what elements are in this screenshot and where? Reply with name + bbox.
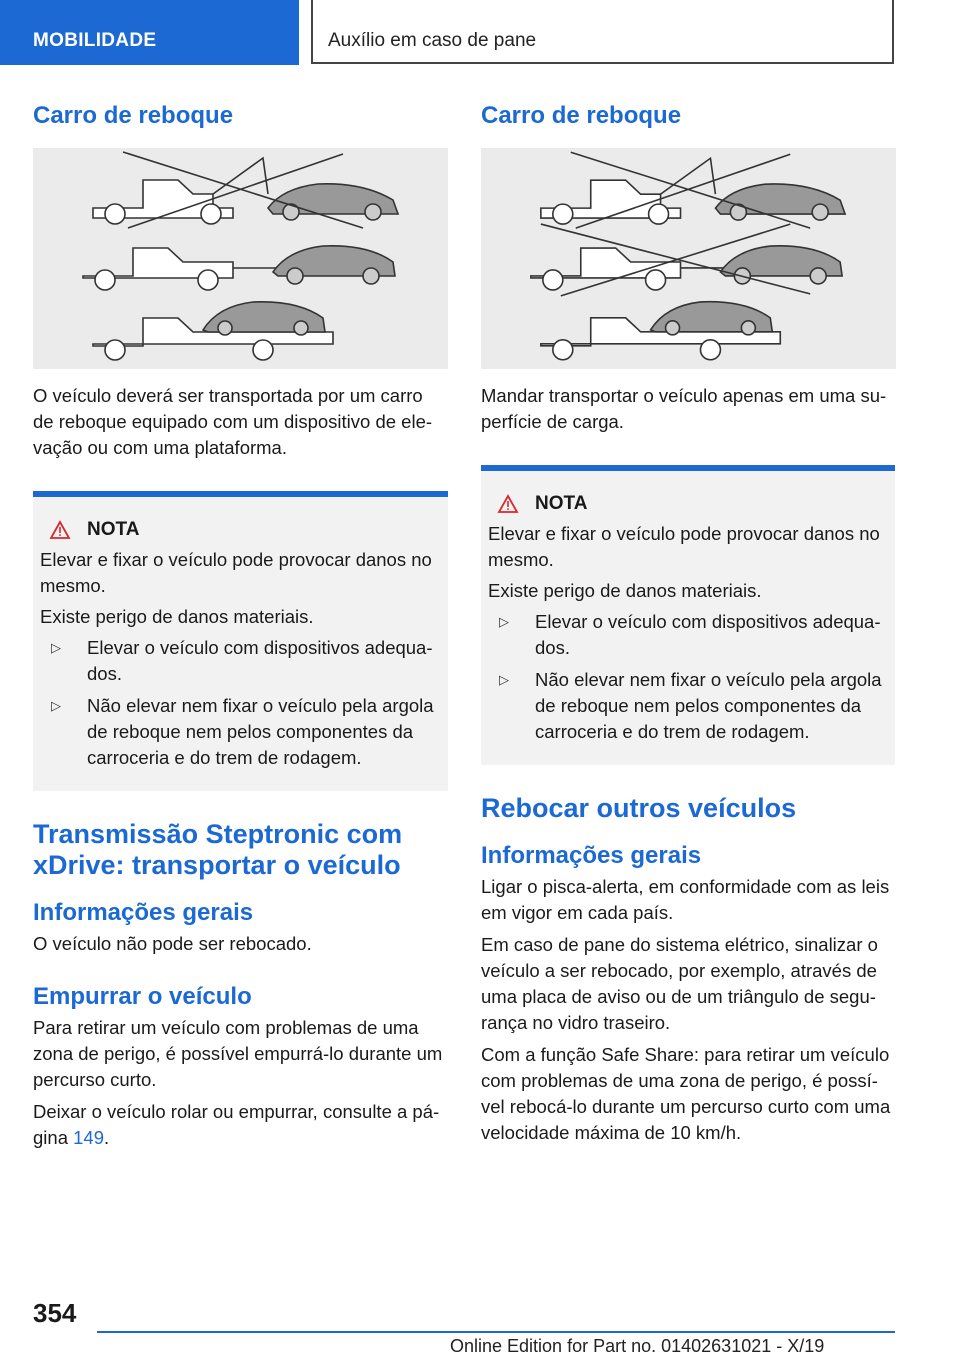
left-note-box bbox=[33, 491, 448, 791]
footer-edition-text: Online Edition for Part no. 01402631021 - X/19 bbox=[450, 1336, 825, 1356]
right-note-title-text: NOTA bbox=[535, 493, 588, 514]
list-item bbox=[40, 635, 441, 687]
right-para-electrical: Em caso de pane do sistema elétrico, sinalizar o veículo a ser rebocado, por exemplo, através de uma placa de aviso ou de um triângulo de segurança no vidro traseiro. bbox=[481, 934, 878, 1033]
right-sub-general-info: Informações gerais bbox=[481, 842, 702, 869]
left-general-info-text: O veículo não pode ser rebocado. bbox=[33, 933, 312, 954]
left-sub-push-vehicle: Empurrar o veículo bbox=[33, 983, 252, 1010]
bullet-triangle-icon: ▷ bbox=[499, 614, 509, 629]
header-section-tab bbox=[0, 0, 299, 65]
right-note-bullet1: Elevar o veículo com dispositivos adequados. bbox=[535, 611, 881, 658]
right-column bbox=[481, 100, 895, 1152]
left-note-title bbox=[49, 519, 441, 541]
list-item bbox=[488, 667, 888, 745]
list-item bbox=[40, 693, 441, 771]
right-note-line1: Elevar e fixar o veículo pode provocar danos no mesmo. bbox=[488, 523, 880, 570]
left-note-line1: Elevar e fixar o veículo pode provocar danos no mesmo. bbox=[40, 549, 432, 596]
right-heading-tow-truck: Carro de reboque bbox=[481, 102, 682, 129]
left-note-line2: Existe perigo de danos materiais. bbox=[40, 606, 314, 627]
right-note-title bbox=[497, 493, 888, 515]
left-push-ref-end: . bbox=[104, 1127, 110, 1148]
header-chapter-label: Auxílio em caso de pane bbox=[328, 30, 537, 51]
right-note-line2: Existe perigo de danos materiais. bbox=[488, 580, 762, 601]
left-note-title-text: NOTA bbox=[87, 519, 140, 540]
left-heading-steptronic: Transmissão Steptronic com xDrive: transportar o veículo bbox=[33, 819, 403, 880]
left-note-bullet1: Elevar o veículo com dispositivos adequados. bbox=[87, 637, 433, 684]
right-note-box bbox=[481, 465, 895, 765]
left-push-text: Para retirar um veículo com problemas de uma zona de perigo, é possível empurrá-lo durante um percurso curto. bbox=[33, 1017, 443, 1090]
right-note-bullet2: Não elevar nem fixar o veículo pela argola de reboque nem pelos componentes da carroceria e do trem de rodagem. bbox=[535, 669, 882, 742]
header-chapter-tab bbox=[311, 0, 894, 64]
header-section-label: MOBILIDADE bbox=[33, 30, 157, 51]
left-intro-text: O veículo deverá ser transportada por um carro de reboque equipado com um dispositivo de elevação ou com uma plataforma. bbox=[33, 385, 433, 458]
footer-divider bbox=[97, 1331, 895, 1333]
bullet-triangle-icon: ▷ bbox=[51, 640, 61, 655]
right-heading-tow-other: Rebocar outros veículos bbox=[481, 793, 797, 823]
left-push-ref-text: Deixar o veículo rolar ou empurrar, consulte a página bbox=[33, 1101, 440, 1148]
right-intro-text: Mandar transportar o veículo apenas em uma superfície de carga. bbox=[481, 385, 887, 432]
page-link-149[interactable]: 149 bbox=[73, 1127, 104, 1148]
left-column bbox=[33, 100, 448, 1157]
tow-truck-illustration-allowed bbox=[33, 148, 448, 369]
right-para-safe-share: Com a função Safe Share: para retirar um veículo com problemas de uma zona de perigo, é possível rebocá-lo durante um percurso curto com uma velocidade máxima de 10 km/h. bbox=[481, 1044, 891, 1143]
left-sub-general-info: Informações gerais bbox=[33, 899, 254, 926]
right-para-hazard: Ligar o pisca-alerta, em conformidade com as leis em vigor em cada país. bbox=[481, 876, 890, 923]
warning-triangle-icon bbox=[49, 520, 71, 540]
bullet-triangle-icon: ▷ bbox=[51, 698, 61, 713]
bullet-triangle-icon: ▷ bbox=[499, 672, 509, 687]
list-item bbox=[488, 609, 888, 661]
left-note-bullet2: Não elevar nem fixar o veículo pela argola de reboque nem pelos componentes da carroceria e do trem de rodagem. bbox=[87, 695, 434, 768]
tow-truck-illustration-flatbed bbox=[481, 148, 896, 369]
warning-triangle-icon bbox=[497, 494, 519, 514]
page-number: 354 bbox=[33, 1298, 77, 1328]
left-push-ref bbox=[33, 1099, 448, 1151]
left-heading-tow-truck: Carro de reboque bbox=[33, 102, 234, 129]
